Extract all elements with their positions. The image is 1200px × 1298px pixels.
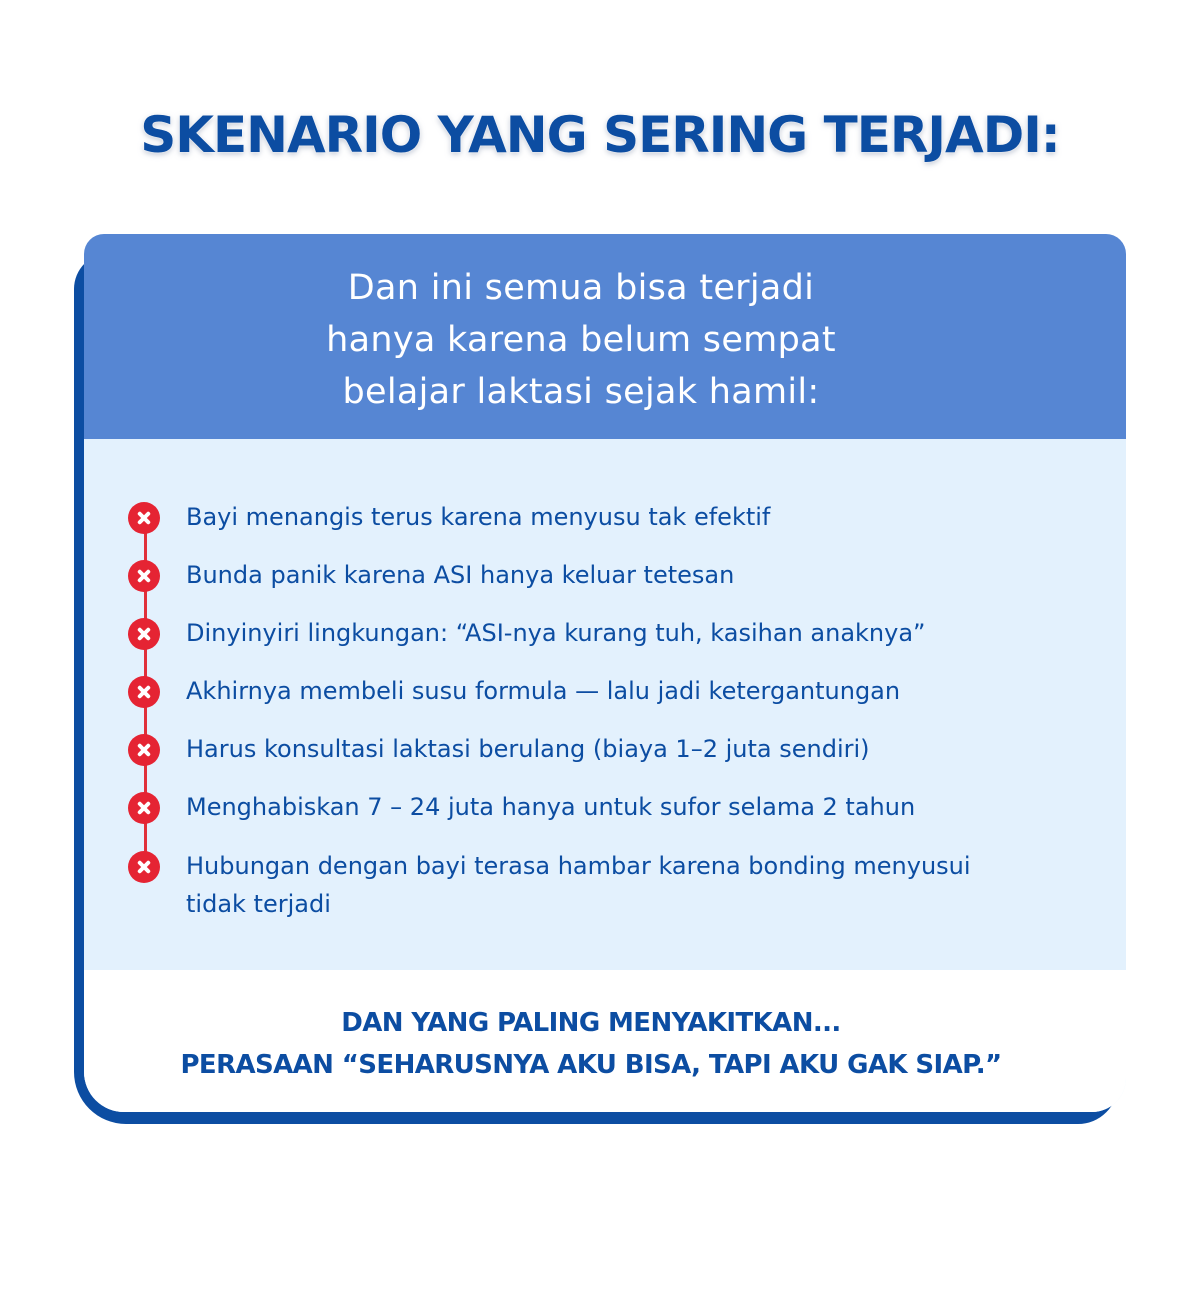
list-item-text: Hubungan dengan bayi terasa hambar karena bonding menyusui tidak terjadi	[186, 852, 971, 918]
card-header-text	[0, 262, 1162, 418]
card-footer-text	[0, 1004, 1182, 1088]
list-item-text: Dinyinyiri lingkungan: “ASI-nya kurang tuh, kasihan anaknya”	[186, 619, 926, 647]
x-circle-icon	[128, 618, 160, 650]
footer-line: PERASAAN “SEHARUSNYA AKU BISA, TAPI AKU GAK SIAP.”	[180, 1050, 1002, 1080]
list-item	[128, 616, 1046, 652]
list-item	[128, 674, 1046, 710]
page-title: SKENARIO YANG SERING TERJADI:	[140, 106, 1060, 164]
list-item	[128, 732, 1046, 768]
x-circle-icon	[128, 851, 160, 883]
list-item-text: Harus konsultasi laktasi berulang (biaya 1–2 juta sendiri)	[186, 735, 870, 763]
list-item	[128, 558, 1046, 594]
footer-line: DAN YANG PALING MENYAKITKAN...	[341, 1008, 841, 1038]
list-item	[128, 849, 1006, 923]
list-item-text: Menghabiskan 7 – 24 juta hanya untuk sufor selama 2 tahun	[186, 793, 916, 821]
list-item	[128, 500, 1046, 536]
header-line: hanya karena belum sempat	[326, 320, 836, 360]
x-circle-icon	[128, 676, 160, 708]
header-line: Dan ini semua bisa terjadi	[347, 268, 815, 308]
x-circle-icon	[128, 560, 160, 592]
x-circle-icon	[128, 792, 160, 824]
list-item-text: Akhirnya membeli susu formula — lalu jadi ketergantungan	[186, 677, 901, 705]
header-line: belajar laktasi sejak hamil:	[342, 372, 820, 412]
list-item-text: Bunda panik karena ASI hanya keluar tetesan	[186, 561, 735, 589]
list-item	[128, 790, 1046, 826]
list-item-text: Bayi menangis terus karena menyusu tak efektif	[186, 503, 771, 531]
x-circle-icon	[128, 734, 160, 766]
x-circle-icon	[128, 502, 160, 534]
